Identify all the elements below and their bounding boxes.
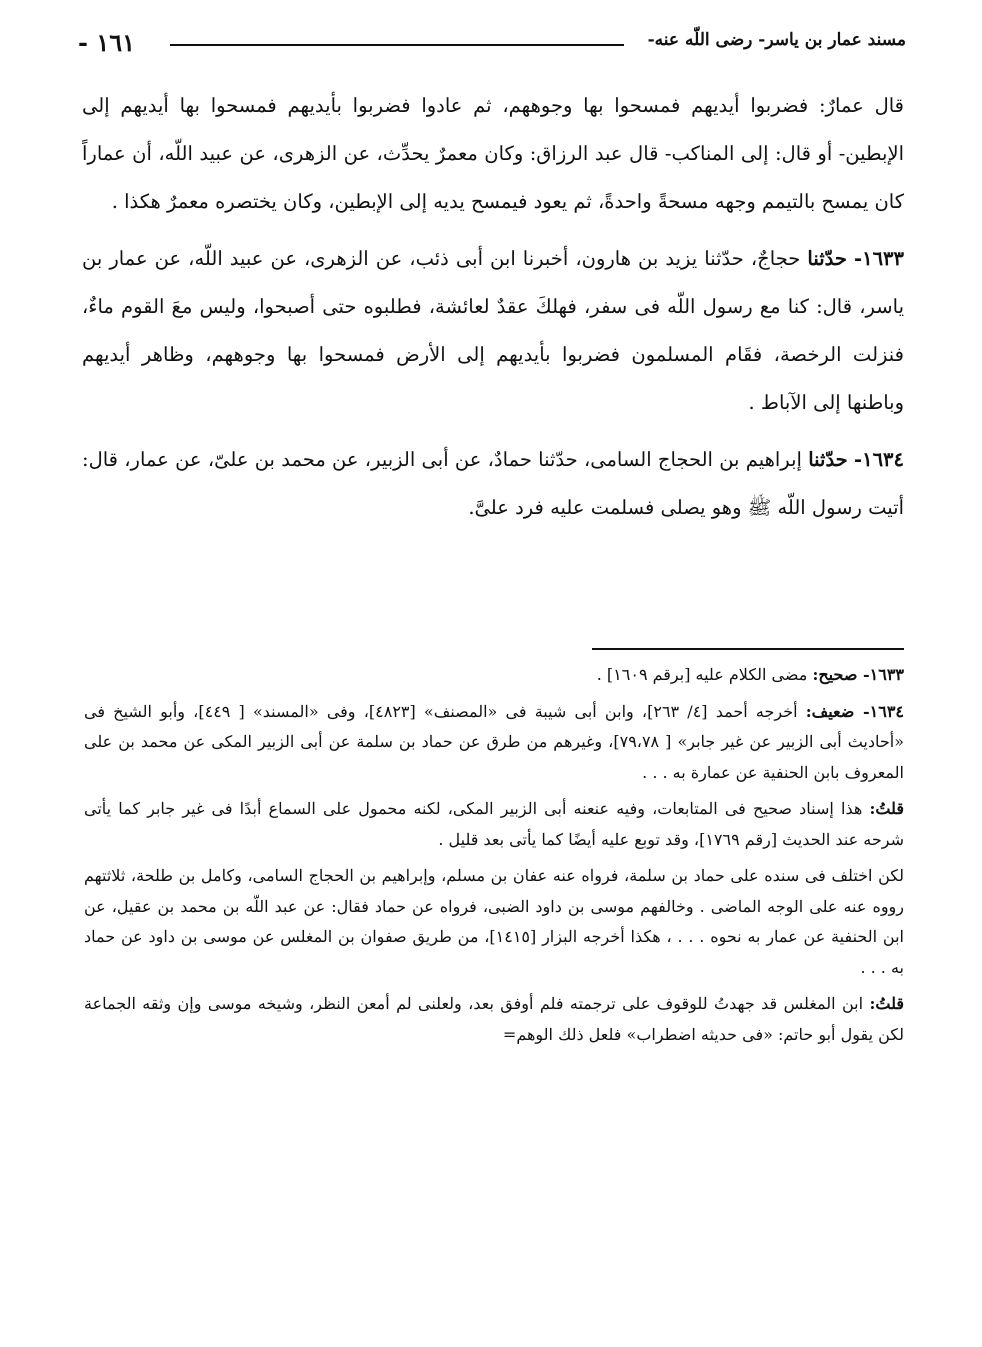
hadith-1633 [82,235,904,427]
footnote-label: ١٦٣٤- ضعيف: [805,701,905,721]
footnote-1634 [84,697,904,789]
hadith-number: ١٦٣٣- [854,247,905,270]
footnote-text: ابن المغلس قد جهدتُ للوقوف على ترجمته فلم أوفق بعد، ولعلنى لم أمعن النظر، وشيخه موسى وإن وثقه الجماعة لكن يقول أبو حاتم: «فى حديثه اضطراب» فلعل ذلك الوهم= [84,994,904,1044]
hadith-number: ١٦٣٤- [854,448,904,471]
footnote-text: لكن اختلف فى سنده على حماد بن سلمة، فرواه عنه عفان بن مسلم، وإبراهيم بن الحجاج السامى، وكامل بن طلحة، ثلاثتهم رووه عنه على الوجه الماضى . وخالفهم موسى بن داود الضبى، فرواه عن حماد فقال: عن عبد اللّه بن محمد بن عقيل، عن ابن الحنفية عن عمار به نحوه . . . ، هكذا أخرجه البزار [١٤١٥]، من طريق صفوان بن المغلس عن موسى بن داود عن حماد به . . . [84,866,904,977]
footnote-separator [592,648,904,650]
footnotes [84,660,904,1056]
hadith-lead: حدّثنا [807,247,847,270]
page-number: - ١٦١ [78,28,135,57]
hadith-text: حجاجٌ، حدّثنا يزيد بن هارون، أخبرنا ابن أبى ذئب، عن الزهرى، عن عبيد اللّه، عن عمار بن ياسر، قال: كنا مع رسول اللّه فى سفر، فهلكَ عقدٌ لعائشة، فطلبوه حتى أصبحوا، وليس معَ القوم ماءٌ، فنزلت الرخصة، فقَام المسلمون فضربوا بأيديهم إلى الأرض فمسحوا بها وجوههم، وظاهر أيديهم وباطنها إلى الآباط . [82,247,904,414]
running-header [78,28,906,62]
footnote-text: هذا إسناد صحيح فى المتابعات، وفيه عنعنه أبى الزبير المكى، لكنه محمول على السماع أبدًا فى غير جابر كما يأتى شرحه عند الحديث [رقم ١٧٦٩]، وقد توبع عليه أيضًا كما يأتى بعد قليل . [84,799,904,849]
footnote-comment [84,989,904,1050]
footnote-comment [84,794,904,855]
footnote-continuation [84,861,904,983]
footnote-1633 [84,660,904,691]
header-title: مسند عمار بن ياسر- رضى اللّه عنه- [647,30,906,50]
paragraph-continuation [82,82,904,226]
footnote-label: ١٦٣٣- صحيح: [812,665,904,684]
hadith-1634 [82,436,904,532]
footnote-label: قلتُ: [869,799,904,818]
paragraph-text: قال عمارٌ: فضربوا أيديهم فمسحوا بها وجوههم، ثم عادوا فضربوا بأيديهم فمسحوا بها أيديهم إلى الإبطين- أو قال: إلى المناكب- قال عبد الرزاق: وكان معمرٌ يحدِّث، عن الزهرى، عن عبيد اللّه، أن عماراً كان يمسح بالتيمم وجهه مسحةً واحدةً، ثم يعود فيمسح يديه إلى الإبطين، وكان يختصره معمرٌ هكذا . [82,94,904,213]
footnote-text: أخرجه أحمد [٤/ ٢٦٣]، وابن أبى شيبة فى «المصنف» [٤٨٢٣]، وفى «المسند» [ ٤٤٩]، وأبو الشيخ فى «أحاديث أبى الزبير عن غير جابر» [ ٧٩،٧٨]، وغيرهم من طرق عن حماد بن سلمة عن أبى الزبير المكى عن محمد بن على المعروف بابن الحنفية عن عمارة به . . . [84,701,904,782]
hadith-text: إبراهيم بن الحجاج السامى، حدّثنا حمادٌ، عن أبى الزبير، عن محمد بن علىّ، عن عمار، قال: أتيت رسول اللّه ﷺ وهو يصلى فسلمت عليه فرد علىَّ. [82,448,904,519]
main-text [82,82,904,541]
footnote-text: مضى الكلام عليه [برقم ١٦٠٩] . [596,665,808,684]
hadith-lead: حدّثنا [808,448,848,471]
footnote-label: قلتُ: [869,994,905,1013]
header-rule [170,44,624,46]
